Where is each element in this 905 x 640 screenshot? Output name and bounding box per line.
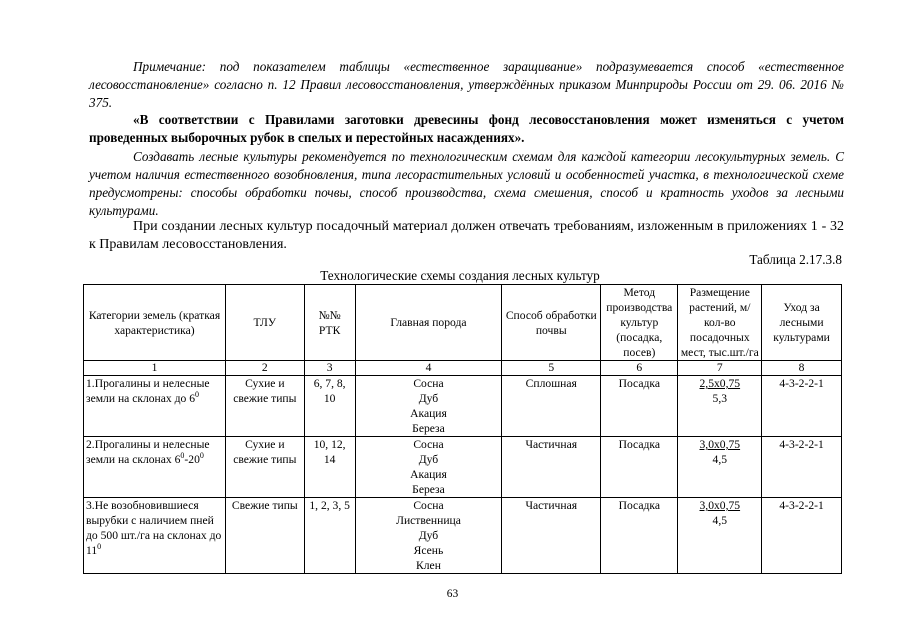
header-cell: Уход за лесными культурами [762, 285, 842, 361]
table-row [84, 437, 842, 498]
species-item: Береза [412, 483, 445, 496]
table-number: Таблица 2.17.3.8 [749, 252, 842, 267]
header-cell: №№ РТК [304, 285, 355, 361]
soil-cell: Частичная [502, 498, 601, 574]
column-number: 1 [84, 361, 226, 376]
species-item: Дуб [418, 392, 439, 405]
note-label: Примечание: [133, 59, 207, 74]
species-item: Акация [410, 468, 447, 481]
soil-cell: Сплошная [502, 376, 601, 437]
category-text: 3.Не возобновившиеся вырубки с наличием пней до 500 шт./га на склонах до 11 [86, 499, 222, 557]
method-cell: Посадка [601, 376, 678, 437]
rtk-cell: 10, 12, 14 [304, 437, 355, 498]
tlu-cell: Сухие и свежие типы [226, 437, 305, 498]
header-cell: ТЛУ [226, 285, 305, 361]
tlu-cell: Свежие типы [226, 498, 305, 574]
category-text: 1.Прогалины и нелесные земли на склонах до 6 [86, 377, 210, 405]
count-value: 4,5 [712, 514, 728, 527]
method-cell: Посадка [601, 437, 678, 498]
header-cell: Главная порода [355, 285, 502, 361]
page-number: 63 [446, 588, 459, 600]
header-cell: Размещение растений, м/ кол-во посадочных мест, тыс.шт./га [678, 285, 762, 361]
category-superscript: 0 [199, 451, 204, 461]
species-cell [355, 437, 502, 498]
method-cell: Посадка [601, 498, 678, 574]
species-item: Сосна [413, 499, 444, 512]
category-text: 2.Прогалины и нелесные земли на склонах 6 [86, 438, 210, 466]
soil-cell: Частичная [502, 437, 601, 498]
category-cell [84, 437, 226, 498]
species-item: Сосна [413, 377, 444, 390]
italic-paragraph: Создавать лесные культуры рекомендуется по технологическим схемам для каждой категории лесокультурных земель. С учетом наличия естественного возобновления, типа лесорастительных условий и особенностей участка, в технологической схеме предусмотрены: способы обработки почвы, способ производства, схема смешения, способ и кратность уходов за лесными культурами. [89, 149, 844, 218]
category-superscript: 0 [180, 451, 185, 461]
header-cell: Способ обработки почвы [502, 285, 601, 361]
count-value: 4,5 [712, 453, 728, 466]
column-number-row [84, 361, 842, 376]
species-item: Клен [416, 559, 441, 572]
table-row [84, 376, 842, 437]
column-number: 5 [502, 361, 601, 376]
column-number: 3 [304, 361, 355, 376]
placement-value: 2,5x0,75 [699, 377, 741, 390]
tlu-cell: Сухие и свежие типы [226, 376, 305, 437]
table-row [84, 498, 842, 574]
column-number: 7 [678, 361, 762, 376]
placement-cell [678, 437, 762, 498]
species-cell [355, 376, 502, 437]
plain-paragraph: При создании лесных культур посадочный материал должен отвечать требованиям, изложенным в приложениях 1 - 32 к Правилам лесовосстановления. [89, 219, 844, 252]
table-header-row [84, 285, 842, 361]
category-superscript: 0 [195, 390, 199, 400]
placement-value: 3,0x0,75 [699, 438, 741, 451]
species-item: Сосна [413, 438, 444, 451]
species-item: Дуб [418, 529, 439, 542]
species-item: Береза [412, 422, 445, 435]
species-item: Лиственница [396, 514, 461, 527]
header-cell: Метод производства культур (посадка, посев) [601, 285, 678, 361]
header-cell: Категории земель (краткая характеристика) [84, 285, 226, 361]
note-paragraph [89, 58, 844, 112]
category-cell [84, 376, 226, 437]
column-number: 8 [762, 361, 842, 376]
column-number: 4 [355, 361, 502, 376]
count-value: 5,3 [712, 392, 728, 405]
species-item: Ясень [413, 544, 444, 557]
rtk-cell: 1, 2, 3, 5 [304, 498, 355, 574]
species-item: Акация [410, 407, 447, 420]
category-text-tail: -20 [184, 453, 200, 466]
placement-cell [678, 376, 762, 437]
placement-value: 3,0x0,75 [699, 499, 741, 512]
category-cell [84, 498, 226, 574]
bold-paragraph: «В соответствии с Правилами заготовки древесины фонд лесовосстановления может изменяться с учетом проведенных выборочных рубок в спелых и перестойных насаждениях». [89, 112, 844, 145]
care-cell: 4-3-2-2-1 [762, 376, 842, 437]
care-cell: 4-3-2-2-1 [762, 437, 842, 498]
column-number: 6 [601, 361, 678, 376]
rtk-cell: 6, 7, 8, 10 [304, 376, 355, 437]
column-number: 2 [226, 361, 305, 376]
table-caption: Технологические схемы создания лесных культур [320, 268, 600, 283]
category-superscript: 0 [97, 542, 102, 552]
placement-cell [678, 498, 762, 574]
species-cell [355, 498, 502, 574]
care-cell: 4-3-2-2-1 [762, 498, 842, 574]
species-item: Дуб [418, 453, 439, 466]
schemes-table [83, 284, 842, 574]
note-text: под показателем таблицы «естественное заращивание» подразумевается способ «естественное лесовосстановление» согласно п. 12 Правил лесовосстановления, утверждённых приказом Минприроды России от 29. 06. 2016 № 375. [89, 59, 844, 110]
